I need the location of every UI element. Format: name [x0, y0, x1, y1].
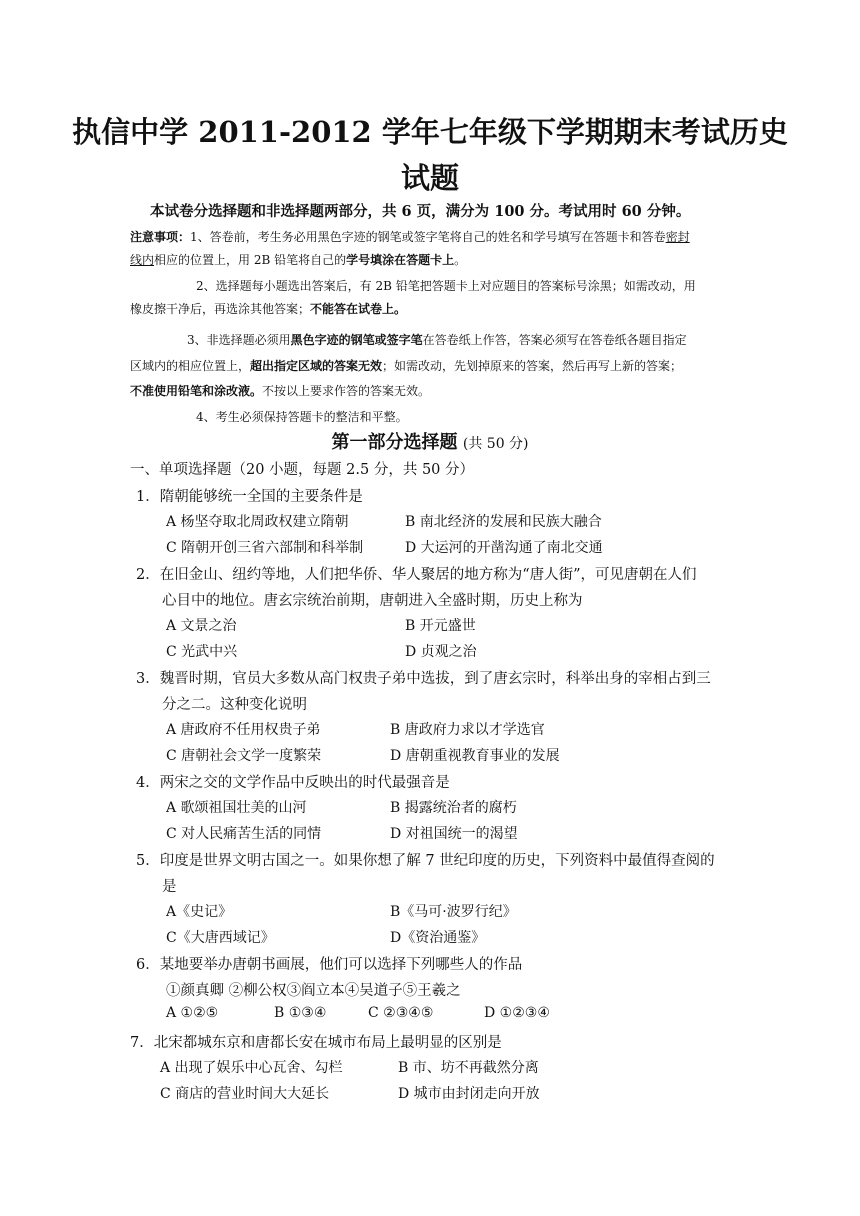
note-4: 4、考生必须保持答题卡的整洁和平整。: [196, 410, 408, 424]
question-5-option-a: A《史记》: [166, 904, 233, 920]
question-3-option-a: A 唐政府不任用权贵子弟: [166, 722, 321, 738]
note-3-text5: 不按以上要求作答的答案无效。: [262, 384, 431, 398]
question-5-option-b: B《马可·波罗行纪》: [390, 904, 517, 920]
note-3-emph2: 超出指定区域的答案无效: [250, 359, 383, 373]
note-1-emph: 学号填涂在答题卡上: [346, 253, 455, 267]
note-1-end: 。: [454, 253, 467, 267]
note-1-line-in: 线内: [130, 253, 155, 267]
question-2-stem-line2: 心目中的地位。唐玄宗统治前期，唐朝进入全盛时期，历史上称为: [162, 593, 583, 609]
note-1-text2: 相应的位置上，用 2B 铅笔将自己的: [154, 253, 347, 267]
note-2-line1: 2、选择题每小题选出答案后，有 2B 铅笔把答题卡上对应题目的答案标号涂黑；如需改动，用: [196, 279, 696, 293]
question-6-option-d: D ①②③④: [484, 1005, 550, 1021]
question-1-option-a: A 杨坚夺取北周政权建立隋朝: [166, 514, 349, 530]
question-1-stem: 1．隋朝能够统一全国的主要条件是: [136, 489, 363, 505]
part-header: 一、单项选择题（20 小题，每题 2.5 分，共 50 分）: [130, 462, 475, 478]
question-7-option-d: D 城市由封闭走向开放: [398, 1086, 540, 1102]
section-heading: [0, 428, 860, 454]
section-title: 第一部分选择题: [331, 432, 458, 453]
question-6-option-a: A ①②⑤: [166, 1005, 219, 1021]
note-1-line2: [130, 251, 466, 268]
question-7-stem: 7．北宋都城东京和唐都长安在城市布局上最明显的区别是: [130, 1035, 502, 1051]
note-3-text4: ；如需改动，先划掉原来的答案，然后再写上新的答案；: [382, 359, 683, 373]
note-1-line1: [130, 228, 690, 245]
question-6-option-b: B ①③④: [274, 1005, 327, 1021]
note-3-emph3: 不准使用铅笔和涂改液。: [130, 384, 263, 398]
question-3-stem-line2: 分之二。这种变化说明: [162, 697, 307, 713]
question-5-option-c: C《大唐西域记》: [166, 930, 275, 946]
note-3-text3: 区域内的相应位置上，: [130, 359, 251, 373]
question-5-option-d: D《资治通鉴》: [390, 930, 486, 946]
note-2-emph: 不能答在试卷上。: [310, 302, 407, 316]
note-1-text: 1、答卷前，考生务必用黑色字迹的钢笔或签字笔将自己的姓名和学号填写在答题卡和答卷: [190, 230, 666, 244]
section-score: (共 50 分): [462, 436, 529, 452]
question-2-option-c: C 光武中兴: [166, 644, 238, 660]
question-4-option-b: B 揭露统治者的腐朽: [390, 800, 517, 816]
question-6-stem: 6．某地要举办唐朝书画展，他们可以选择下列哪些人的作品: [136, 957, 523, 973]
question-2-option-d: D 贞观之治: [405, 644, 477, 660]
question-4-option-c: C 对人民痛苦生活的同情: [166, 826, 322, 842]
note-2-text: 橡皮擦干净后，再选涂其他答案；: [130, 302, 311, 316]
question-7-option-a: A 出现了娱乐中心瓦舍、勾栏: [160, 1060, 343, 1076]
question-4-option-d: D 对祖国统一的渴望: [390, 826, 518, 842]
question-3-option-d: D 唐朝重视教育事业的发展: [390, 748, 560, 764]
question-1-option-d: D 大运河的开凿沟通了南北交通: [405, 540, 603, 556]
question-5-stem-line1: 5．印度是世界文明古国之一。如果你想了解 7 世纪印度的历史，下列资料中最值得查阅的: [136, 853, 715, 869]
question-4-option-a: A 歌颂祖国壮美的山河: [166, 800, 307, 816]
question-4-stem: 4．两宋之交的文学作品中反映出的时代最强音是: [136, 775, 450, 791]
note-1-seal: 密封: [665, 230, 690, 244]
question-3-option-c: C 唐朝社会文学一度繁荣: [166, 748, 322, 764]
question-2-option-b: B 开元盛世: [405, 618, 476, 634]
question-2-stem-line1: 2．在旧金山、纽约等地，人们把华侨、华人聚居的地方称为“唐人街”，可见唐朝在人们: [136, 567, 697, 583]
question-1-option-b: B 南北经济的发展和民族大融合: [405, 514, 602, 530]
note-3-emph1: 黑色字迹的钢笔或签字笔: [290, 333, 423, 347]
question-7-option-c: C 商店的营业时间大大延长: [160, 1086, 330, 1102]
note-3-line2: [130, 357, 682, 374]
note-2-line2: [130, 300, 406, 317]
note-3-line3: [130, 382, 430, 399]
question-5-stem-line2: 是: [162, 879, 177, 895]
exam-title-line1: 执信中学 2011-2012 学年七年级下学期期末考试历史: [72, 115, 788, 149]
note-label: 注意事项：: [130, 230, 191, 244]
question-6-list: ①颜真卿 ②柳公权③阎立本④吴道子⑤王羲之: [166, 983, 461, 999]
question-1-option-c: C 隋朝开创三省六部制和科举制: [166, 540, 364, 556]
question-3-option-b: B 唐政府力求以才学选官: [390, 722, 545, 738]
question-3-stem-line1: 3．魏晋时期，官员大多数从高门权贵子弟中选拔，到了唐玄宗时，科举出身的宰相占到三: [136, 671, 711, 687]
question-7-option-b: B 市、坊不再截然分离: [398, 1060, 539, 1076]
question-2-option-a: A 文景之治: [166, 618, 237, 634]
note-3-line1: [187, 331, 687, 348]
exam-title-line2: 试题: [400, 161, 459, 195]
note-3-text2: 在答卷纸上作答，答案必须写在答卷纸各题目指定: [422, 333, 687, 347]
question-6-option-c: C ②③④⑤: [368, 1005, 434, 1021]
note-3-text: 3、非选择题必须用: [187, 333, 291, 347]
exam-intro: 本试卷分选择题和非选择题两部分，共 6 页，满分为 100 分。考试用时 60 分钟。: [150, 203, 691, 220]
